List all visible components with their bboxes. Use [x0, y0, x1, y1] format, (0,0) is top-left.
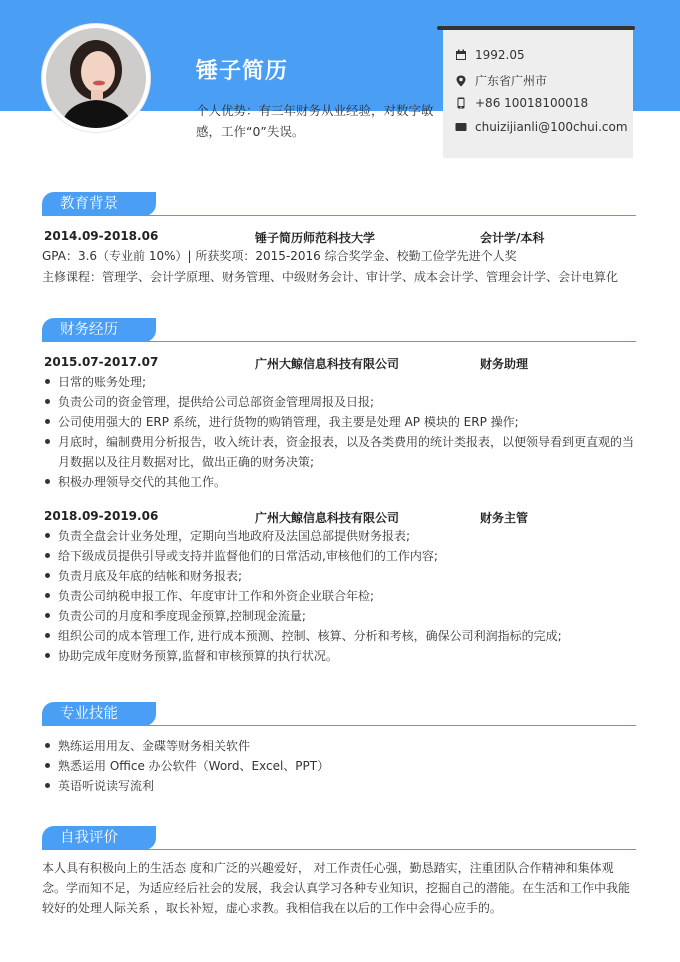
education-school: 锤子简历师范科技大学 — [255, 231, 376, 245]
job-company: 广州大鲸信息科技有限公司 — [255, 511, 400, 525]
list-item: 负责公司的月度和季度现金预算,控制现金流量; — [42, 606, 636, 626]
profile-photo-image — [46, 28, 146, 128]
job-duties-list — [42, 526, 636, 666]
education-gpa: GPA：3.6（专业前 10%）| 所获奖项：2015-2016 综合奖学金、校勤工俭学先进个人奖 — [42, 249, 517, 263]
list-item: 负责全盘会计业务处理，定期向当地政府及法国总部提供财务报表; — [42, 526, 636, 546]
job-company: 广州大鲸信息科技有限公司 — [255, 357, 400, 371]
contact-email: chuizijianli@100chui.com — [475, 120, 628, 134]
education-courses: 主修课程：管理学、会计学原理、财务管理、中级财务会计、审计学、成本会计学、管理会计学、会计电算化 — [42, 270, 619, 284]
list-item: 负责公司的资金管理，提供给公司总部资金管理周报及日报; — [42, 392, 636, 412]
contact-card-zigzag-edge — [443, 152, 633, 160]
job-period: 2018.09-2019.06 — [44, 509, 159, 523]
list-item: 英语听说读写流利 — [42, 776, 636, 796]
contact-phone: +86 10018100018 — [475, 96, 589, 110]
job-role: 财务助理 — [480, 357, 529, 371]
list-item: 熟练运用用友、金碟等财务相关软件 — [42, 736, 636, 756]
contact-card — [443, 28, 633, 158]
section-line-self-evaluation — [42, 849, 636, 850]
contact-phone-row — [455, 96, 588, 110]
phone-icon — [455, 97, 467, 109]
job-duties-list — [42, 372, 636, 492]
education-period: 2014.09-2018.06 — [44, 229, 159, 243]
section-title-experience: 财务经历 — [42, 318, 156, 342]
job-period: 2015.07-2017.07 — [44, 355, 159, 369]
list-item: 给下级成员提供引导或支持并监督他们的日常活动,审核他们的工作内容; — [42, 546, 636, 566]
job-role: 财务主管 — [480, 511, 529, 525]
list-item: 公司使用强大的 ERP 系统，进行货物的购销管理，我主要是处理 AP 模块的 ERP 操作; — [42, 412, 636, 432]
section-title-education: 教育背景 — [42, 192, 156, 216]
section-title-skills: 专业技能 — [42, 702, 156, 726]
personal-summary: 个人优势：有三年财务从业经验，对数字敏感，工作“0”失误。 — [196, 103, 434, 139]
resume-name: 锤子简历 — [196, 59, 289, 84]
list-item: 组织公司的成本管理工作, 进行成本预测、控制、核算、分析和考核，确保公司利润指标的完成; — [42, 626, 636, 646]
self-evaluation-text: 本人具有积极向上的生活态 度和广泛的兴趣爱好， 对工作责任心强，勤恳踏实，注重团队合作精神和集体观念。学而知不足，为适应经后社会的发展，我会认真学习各种专业知识，挖掘自己的潜能。在生活和工作中我能较好的处理人际关系 ，取长补短，虚心求教。我相信我在以后的工作中会得心应手的。 — [42, 861, 631, 915]
calendar-icon — [455, 49, 467, 61]
section-title-self-evaluation: 自我评价 — [42, 826, 156, 850]
list-item: 协助完成年度财务预算,监督和审核预算的执行状况。 — [42, 646, 636, 666]
list-item: 月底时，编制费用分析报告，收入统计表，资金报表，以及各类费用的统计类报表，以便领导看到更直观的当月数据以及往月数据对比，做出正确的财务决策; — [42, 432, 636, 472]
contact-birth: 1992.05 — [475, 48, 525, 62]
profile-photo — [42, 24, 150, 132]
contact-location-row — [455, 72, 547, 89]
email-icon — [455, 121, 467, 133]
section-line-skills — [42, 725, 636, 726]
list-item: 负责公司纳税申报工作、年度审计工作和外资企业联合年检; — [42, 586, 636, 606]
list-item: 负责月底及年底的结帐和财务报表; — [42, 566, 636, 586]
contact-location: 广东省广州市 — [475, 74, 548, 88]
list-item: 日常的账务处理; — [42, 372, 636, 392]
section-line-education — [42, 215, 636, 216]
list-item: 积极办理领导交代的其他工作。 — [42, 472, 636, 492]
contact-email-row — [455, 120, 628, 134]
education-major: 会计学/本科 — [480, 231, 545, 245]
location-pin-icon — [455, 75, 467, 87]
list-item: 熟悉运用 Office 办公软件（Word、Excel、PPT） — [42, 756, 636, 776]
section-line-experience — [42, 341, 636, 342]
contact-birth-row — [455, 48, 525, 62]
skills-list — [42, 736, 636, 796]
contact-card-hanger — [437, 26, 635, 30]
